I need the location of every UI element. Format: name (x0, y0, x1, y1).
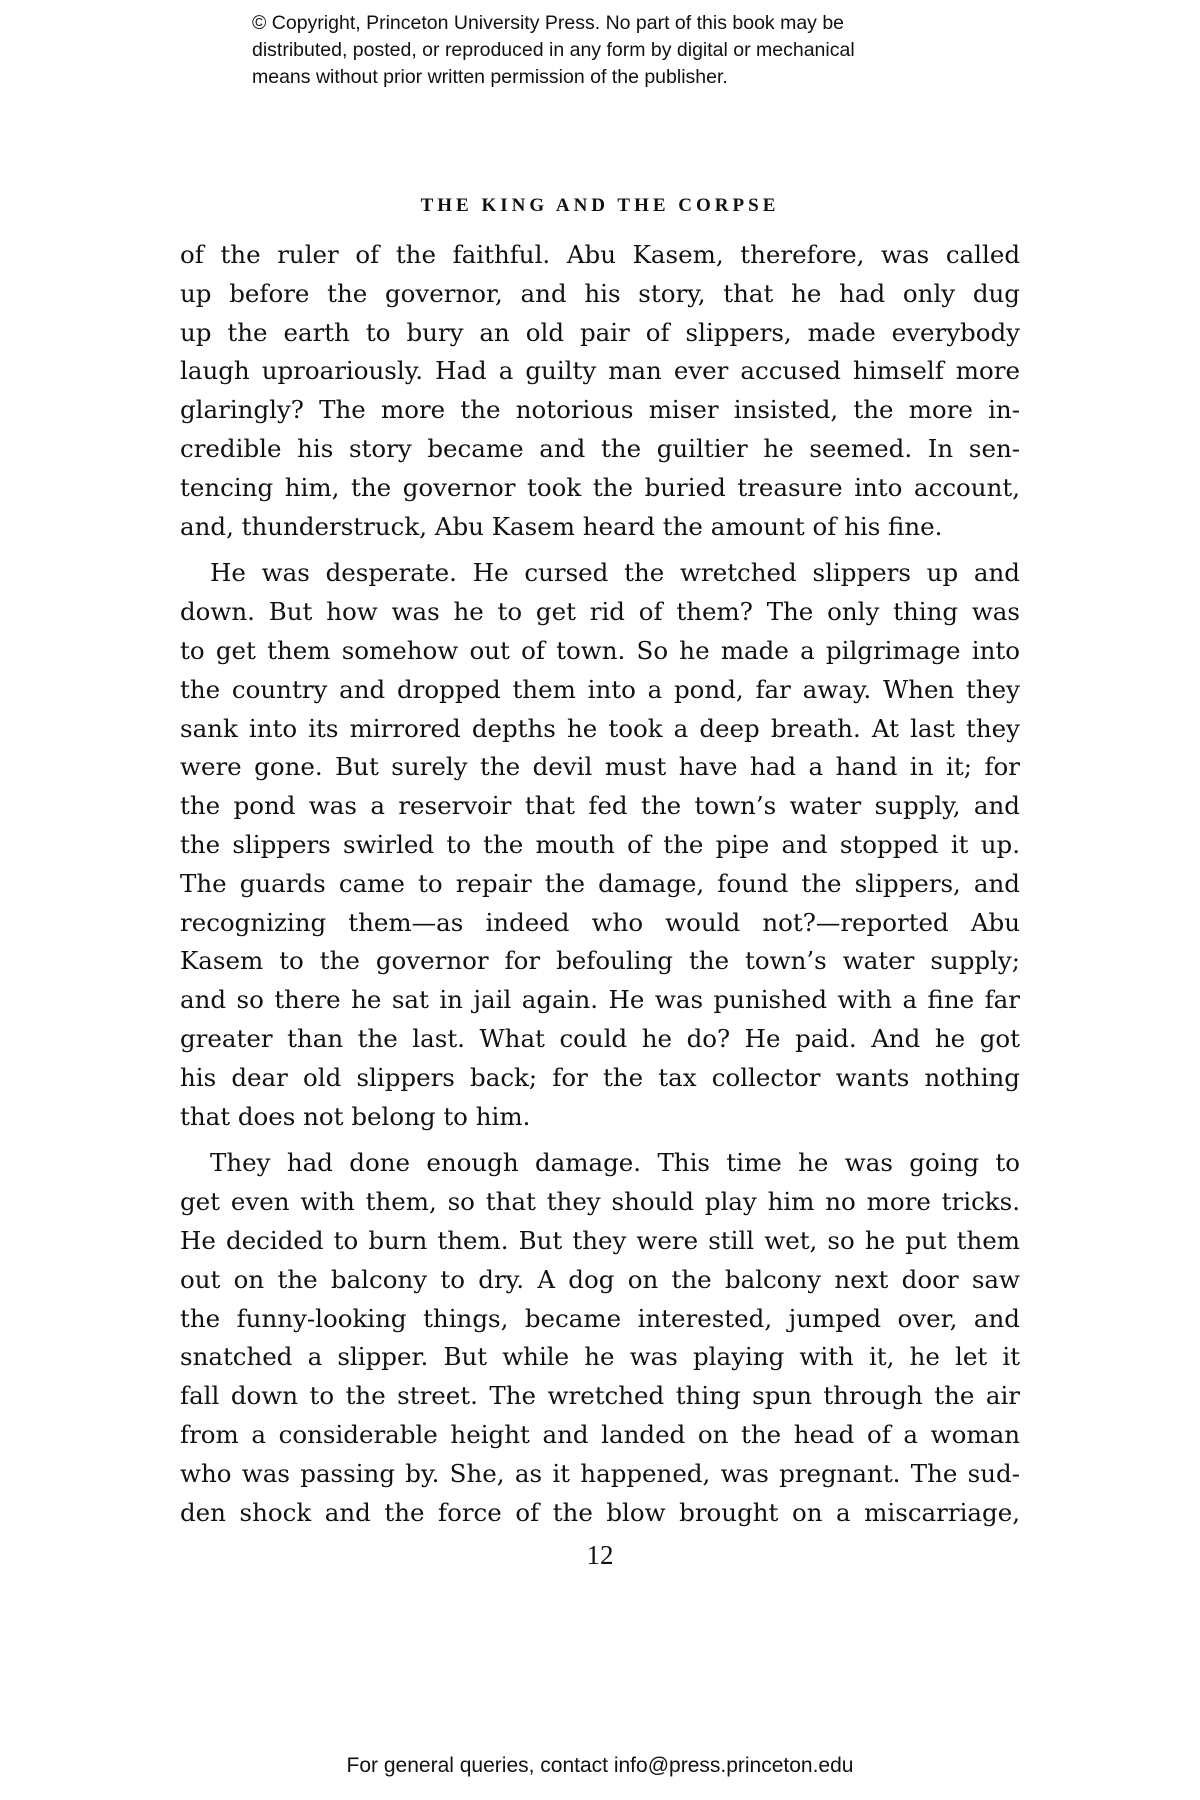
text-line: Kasem to the governor for befouling the town’s water supply; (180, 946, 1020, 976)
page-number: 12 (586, 1540, 614, 1570)
copyright-line: © Copyright, Princeton University Press. No part of this book may be (252, 12, 845, 34)
text-line: sank into its mirrored depths he took a deep breath. At last they (180, 713, 1020, 743)
text-line: the slippers swirled to the mouth of the pipe and stopped it up. (180, 829, 1020, 859)
text-line: and so there he sat in jail again. He was punished with a fine far (180, 985, 1020, 1015)
copyright-line: distributed, posted, or reproduced in any form by digital or mechanical (252, 39, 855, 61)
text-line: from a considerable height and landed on the head of a woman (180, 1419, 1020, 1449)
text-line: out on the balcony to dry. A dog on the balcony next door saw (180, 1264, 1020, 1294)
text-line: He decided to burn them. But they were still wet, so he put them (180, 1225, 1020, 1255)
text-line: den shock and the force of the blow brought on a miscarriage, (180, 1497, 1020, 1527)
paragraph-1 (180, 236, 1020, 546)
text-line: The guards came to repair the damage, found the slippers, and (180, 868, 1020, 898)
text-line: glaringly? The more the notorious miser insisted, the more in- (180, 395, 1020, 425)
text-line: greater than the last. What could he do? He paid. And he got (180, 1023, 1020, 1053)
text-line: the country and dropped them into a pond, far away. When they (180, 674, 1020, 704)
text-line: the pond was a reservoir that fed the town’s water supply, and (180, 791, 1020, 821)
text-line: snatched a slipper. But while he was playing with it, he let it (180, 1342, 1020, 1372)
body-text (180, 236, 1020, 1540)
text-line: that does not belong to him. (180, 1101, 531, 1131)
contact-footer: For general queries, contact info@press.princeton.edu (346, 1754, 854, 1777)
copyright-notice (252, 10, 1012, 91)
text-line: recognizing them—as indeed who would not?—reported Abu (180, 907, 1020, 937)
text-line: up the earth to bury an old pair of slippers, made everybody (180, 317, 1020, 347)
text-line: down. But how was he to get rid of them? The only thing was (180, 597, 1020, 627)
text-line: the funny-looking things, became interested, jumped over, and (180, 1303, 1020, 1333)
text-line: tencing him, the governor took the buried treasure into account, (180, 472, 1020, 502)
text-line: He was desperate. He cursed the wretched slippers up and (210, 558, 1020, 588)
text-line: fall down to the street. The wretched thing spun through the air (180, 1381, 1020, 1411)
text-line: laugh uproariously. Had a guilty man ever accused himself more (180, 356, 1020, 386)
text-line: and, thunderstruck, Abu Kasem heard the amount of his fine. (180, 511, 943, 541)
text-line: up before the governor, and his story, that he had only dug (180, 278, 1020, 308)
text-line: were gone. But surely the devil must have had a hand in it; for (180, 752, 1020, 782)
running-head: THE KING AND THE CORPSE (420, 195, 780, 216)
text-line: who was passing by. She, as it happened, was pregnant. The sud- (180, 1458, 1020, 1488)
text-line: They had done enough damage. This time he was going to (210, 1148, 1020, 1178)
paragraph-3 (180, 1144, 1020, 1532)
text-line: credible his story became and the guiltier he seemed. In sen- (180, 433, 1020, 463)
text-line: to get them somehow out of town. So he made a pilgrimage into (180, 635, 1020, 665)
copyright-line: means without prior written permission of the publisher. (252, 66, 728, 88)
text-line: his dear old slippers back; for the tax collector wants nothing (180, 1062, 1020, 1092)
text-line: of the ruler of the faithful. Abu Kasem, therefore, was called (180, 240, 1020, 269)
paragraph-2 (180, 554, 1020, 1136)
text-line: get even with them, so that they should play him no more tricks. (180, 1187, 1020, 1217)
